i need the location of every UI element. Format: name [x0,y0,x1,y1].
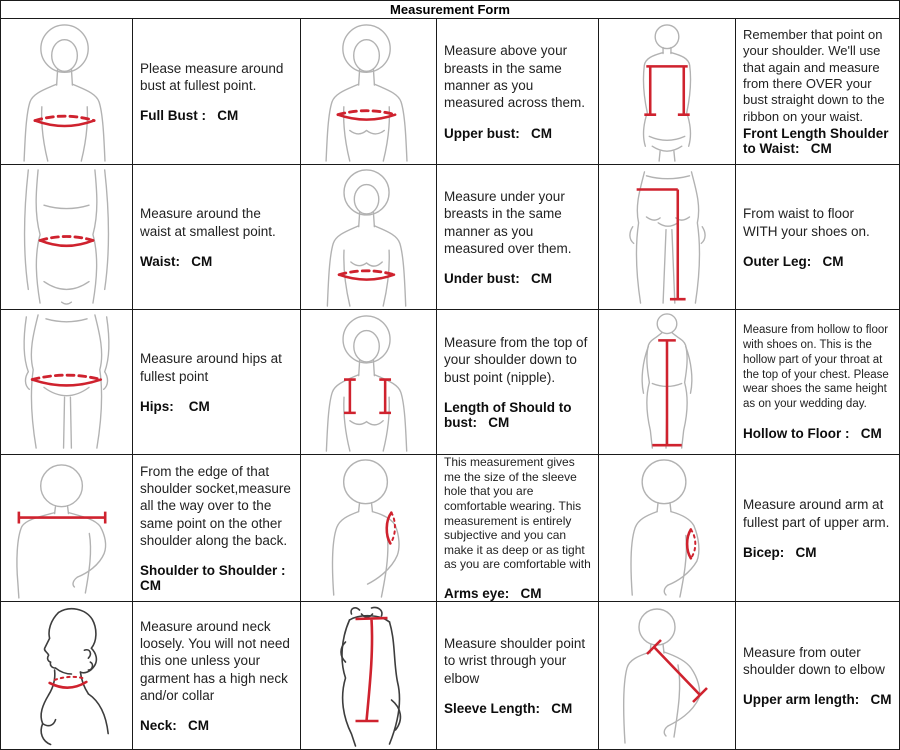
measurement-label: Full Bust : CM [140,108,239,124]
measurement-description: Measure around the waist at smallest point. [140,206,276,239]
figure-cell-arms-eye [301,455,437,602]
figure-cell-bicep [599,455,736,602]
text-cell-front-length [736,19,899,165]
measurement-description: This measurement gives me the size of the sleeve hole that you are comfortable wearing. This measurement is entirely subjective and you can make it as deep or as tight as you are comfortable with [444,455,591,572]
figure-cell-upper-arm-length [599,602,736,749]
measurement-description: Measure around arm at fullest part of upper arm. [743,497,890,530]
page-title: Measurement Form [1,1,899,19]
figure-cell-shoulder-to-shoulder [1,455,133,602]
measurement-description: Measure above your breasts in the same manner as you measured across them. [444,43,586,111]
measurement-label: Outer Leg: CM [743,253,844,269]
measurement-description: Remember that point on your shoulder. We'll use that again and measure from there OVER your bust straight down to the ribbon on your waist. [743,26,889,124]
figure-cell-front-length [599,19,736,165]
upper-arm-length-figure [600,603,734,748]
figure-cell-hollow-to-floor [599,310,736,455]
text-cell-upper-bust [437,19,599,165]
text-cell-under-bust [437,165,599,310]
measurement-label: Hollow to Floor : CM [743,426,882,442]
measurement-label: Sleeve Length: CM [444,700,573,716]
measurement-label: Hips: CM [140,398,210,414]
shoulder-to-bust-figure [302,311,435,453]
front-length-shoulder-to-waist-figure [600,20,734,163]
measurement-description: From waist to floor WITH your shoes on. [743,206,870,239]
outer-leg-figure [600,166,734,308]
under-bust-figure [302,166,435,308]
figure-cell-full-bust [1,19,133,165]
figure-cell-hips [1,310,133,455]
hips-figure [2,311,131,453]
measurement-label: Waist: CM [140,253,213,269]
figure-cell-shoulder-to-bust [301,310,437,455]
measurement-description: Please measure around bust at fullest point. [140,60,288,93]
measurement-label: Under bust: CM [444,271,552,287]
figure-cell-outer-leg [599,165,736,310]
sleeve-length-figure [302,603,435,748]
arms-eye-figure [302,456,435,600]
figure-cell-neck [1,602,133,749]
measurement-label: Length of Should to bust: CM [444,399,576,430]
measurement-description: Measure from outer shoulder down to elbow [743,644,885,677]
figure-cell-under-bust [301,165,437,310]
figure-cell-waist [1,165,133,310]
measurement-label: Arms eye: CM [444,586,542,601]
neck-figure [2,603,131,748]
text-cell-outer-leg [736,165,899,310]
measurement-label: Shoulder to Shoulder : CM [140,563,294,594]
upper-bust-figure [302,20,435,163]
figure-cell-upper-bust [301,19,437,165]
measurement-label: Upper arm length: CM [743,692,892,708]
measurement-description: Measure shoulder point to wrist through your elbow [444,636,589,686]
text-cell-shoulder-to-bust [437,310,599,455]
text-cell-arms-eye [437,455,599,602]
measurement-label: Bicep: CM [743,544,817,560]
figure-cell-sleeve-length [301,602,437,749]
text-cell-waist [133,165,301,310]
measurement-label: Upper bust: CM [444,125,552,141]
measurement-description: Measure under your breasts in the same manner as you measured over them. [444,188,572,256]
text-cell-upper-arm-length [736,602,899,749]
bicep-figure [600,456,734,600]
text-cell-sleeve-length [437,602,599,749]
text-cell-full-bust [133,19,301,165]
measurement-description: Measure from the top of your shoulder down to bust point (nipple). [444,335,592,385]
measurement-description: Measure around neck loosely. You will not need this one unless your garment has a high neck and/or collar [140,618,294,703]
full-bust-figure [2,20,131,163]
measurement-description: Measure from hollow to floor with shoes on. This is the hollow part of your throat at the top of your chest. Please wear shoes the same height as on your wedding day. [743,323,892,411]
measurement-label: Neck: CM [140,718,210,734]
text-cell-neck [133,602,301,749]
text-cell-hips [133,310,301,455]
text-cell-shoulder-to-shoulder [133,455,301,602]
shoulder-to-shoulder-figure [2,456,131,600]
text-cell-bicep [736,455,899,602]
text-cell-hollow-to-floor [736,310,899,455]
measurement-table [1,19,899,749]
measurement-description: Measure around hips at fullest point [140,351,286,384]
waist-figure [2,166,131,308]
hollow-to-floor-figure [600,311,734,453]
measurement-label: Front Length Shoulder to Waist: CM [743,126,893,157]
measurement-description: From the edge of that shoulder socket,measure all the way over to the same point on the other shoulder along the back. [140,463,295,548]
